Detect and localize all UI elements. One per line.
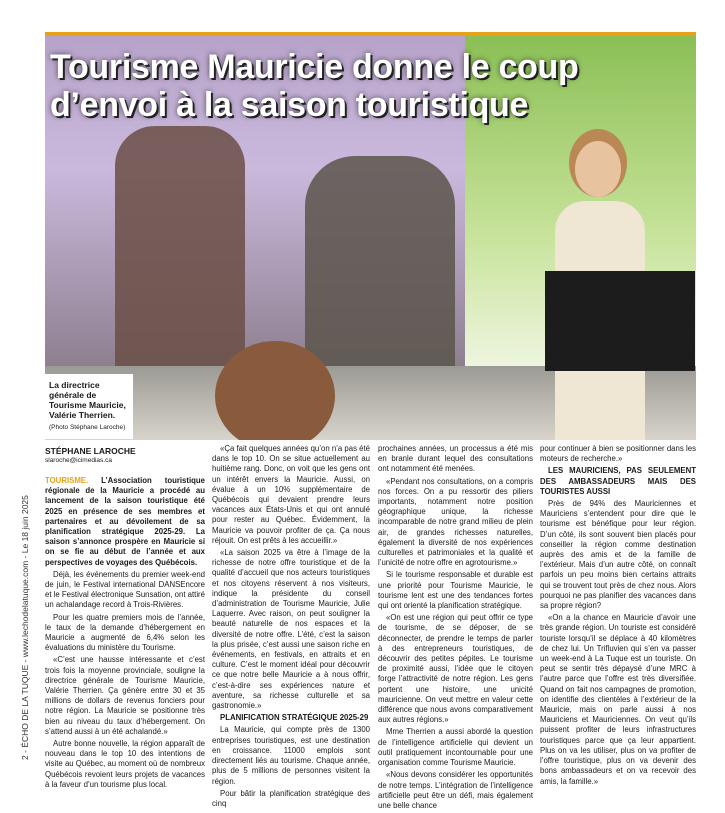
- author-email: slaroche@icimedias.ca: [45, 457, 112, 464]
- headline: Tourisme Mauricie donne le coup d’envoi à la saison touristique: [50, 48, 579, 124]
- audience-head: [215, 341, 335, 440]
- paragraph: «Nous devons considérer les opportunités de notre temps. L’intégration de l’intelligence artificielle peut être un défi, mais également une belle chance: [378, 770, 533, 810]
- paragraph: «Ça fait quelques années qu’on n’a pas été dans le top 10. On se situe actuellement au huitième rang. Donc, on voit que les gens ont un intérêt envers la Mauricie. Aussi, on évalue à un 10% supplémentaire de Québécois qui devaient prendre leurs vacances aux États-Unis et qui ont annulé pour rester au Québec. Évidemment, la Mauricie va pouvoir profiter de ça. Ça nous réjouit. On est prêts à les accueillir.»: [212, 444, 370, 545]
- paragraph: «La saison 2025 va être à l’image de la richesse de notre offre touristique et de la qualité d’accueil que nos acteurs touristiques et nos citoyens réservent à nos visiteurs, indique la présidente du conseil d’administration de Tourisme Mauricie, Julie Laquerre. Avec raison, on peut souligner la beauté naturelle de nos espaces et la diversité de notre offre. L’été, c’est la saison la plus prisée, c’est aussi une saison riche en événements, en festivals, en attraits et en culture. C’est le moment idéal pour découvrir ce que notre belle Mauricie a à nous offrir, c’est-à-dire ses expériences nature et aventure, sa richesse culturelle et sa gastronomie.»: [212, 548, 370, 711]
- column-4: [540, 444, 696, 789]
- paragraph: «On a la chance en Mauricie d’avoir une très grande région. Un touriste est considéré touriste lorsqu’il se déplace à 40 kilomètres de chez lui. Un Trifluvien qui s’en va passer un week-end à La Tuque est un touriste. On peut se sentir très dépaysé d’une MRC à l’autre parce que l’offre est très diversifiée. Quand on fait nos campagnes de promotion, on identifie des clientèles à l’extérieur de la Mauricie, mais on parle aussi à nos Mauriciens et Mauriciennes. On veut qu’ils puissent profiter de leurs infrastructures touristiques parce que ça leur appartient. Plus on va les utiliser, plus on va profiter de l’offre touristique, plus on va devenir des bons ambassadeurs et on va recevoir des amis, la famille.»: [540, 613, 696, 786]
- paragraph: Autre bonne nouvelle, la région apparaît de nouveau dans le top 10 des intentions de visite au Québec, au moment où de nombreux Québécois revoient leurs projets de vacances à la faveur d’un tourisme plus local.: [45, 739, 205, 789]
- page-folio: 2 - ÉCHO DE LA TUQUE - www.lechodelatuque.com - Le 18 juin 2025: [20, 495, 30, 760]
- paragraph: Pour les quatre premiers mois de l’année, le taux de la demande d’hébergement en Mauricie a augmenté de 6,4% selon les évaluations du ministère du Tourisme.: [45, 612, 205, 653]
- photo-caption: [45, 374, 133, 439]
- column-2: [212, 444, 370, 811]
- author-name: STÉPHANE LAROCHE: [45, 446, 136, 456]
- paragraph: Près de 94% des Mauriciennes et Mauriciens s’entendent pour dire que le tourisme est bénéfique pour leur région. D’un côté, ils sont souvent bien placés pour conseiller la région comme destination auprès des amis et de la famille de l’extérieur. Mais d’un autre côté, on connaît parfois un peu moins bien certains attraits qui se trouvent tout près de chez nous. Alors pourquoi ne pas planifier des vacances dans sa propre région?: [540, 499, 696, 611]
- paragraph: «On est une région qui peut offrir ce type de tourisme, de se déposer, de se déconnecter, de prendre le temps de parler à des entrepreneurs touristiques, de découvrir des petites pépites. Le tourisme de proximité aussi, l’idée que le citoyen forge l’attractivité de notre région. Les gens portent une histoire, une unicité mauricienne. On veut mettre en valeur cette différence que nous avons comparativement aux autres régions.»: [378, 613, 533, 725]
- lead-paragraph: L’Association touristique régionale de la Mauricie a procédé au lancement de la saison touristique été 2025 en présence de ses membres et partenaires et au dévoilement de sa planification stratégique 2025-29. La saison s’annonce prospère en Mauricie si on se fie au début de l’année et aux perspectives de voyages des Québécois.: [45, 476, 205, 567]
- paragraph: La Mauricie, qui compte près de 1300 entreprises touristiques, est une destination en croissance. 11000 emplois sont directement liés au tourisme. Chaque année, plus de 5 millions de personnes visitent la région.: [212, 725, 370, 786]
- paragraph: Si le tourisme responsable et durable est une priorité pour Tourisme Mauricie, le tourisme lent est une des tendances fortes qui ont orienté la planification stratégique.: [378, 570, 533, 611]
- paragraph: prochaines années, un processus a été mis en branle durant lequel des consultations ont notamment été menées.: [378, 444, 533, 474]
- paragraph: pour continuer à bien se positionner dans les moteurs de recherche.»: [540, 444, 696, 464]
- paragraph: Déjà, les événements du premier week-end de juin, le Festival international DANSEncore et le Festival électronique Sunsation, ont attiré un achalandage record à Trois-Rivières.: [45, 569, 205, 610]
- paragraph: Pour bâtir la planification stratégique des cinq: [212, 788, 370, 808]
- kicker: TOURISME.: [45, 476, 89, 485]
- photo-credit: (Photo Stéphane Laroche): [49, 424, 126, 431]
- column-3: [378, 444, 533, 813]
- caption-text: La directrice générale de Tourisme Mauricie, Valérie Therrien.: [49, 380, 126, 420]
- podium: [545, 271, 695, 371]
- subhead: LES MAURICIENS, PAS SEULEMENT DES AMBASSADEURS MAIS DES TOURISTES AUSSI: [540, 466, 696, 496]
- subhead: PLANIFICATION STRATÉGIQUE 2025-29: [220, 713, 369, 723]
- paragraph: «Pendant nos consultations, on a compris nos forces. On a pu ressortir des piliers importants, notamment notre position géographique unique, la richesse incomparable de notre grand milieu de plein air, de grandes richesses naturelles, également la diversité de nos expériences culturelles et patrimoniales et la qualité et l’unicité de notre offre en agrotourisme.»: [378, 476, 533, 568]
- paragraph: «C’est une hausse intéressante et c’est trois fois la moyenne provinciale, souligne la directrice générale de Tourisme Mauricie, Valérie Therrien. Ça génère entre 30 et 35 millions de dollars de revenus fonciers pour notre région. La Mauricie se positionne très bien au niveau du taux d’hébergement. On s’attend aussi à un été achalandé.»: [45, 655, 205, 736]
- column-1: [45, 476, 205, 792]
- paragraph: Mme Therrien a aussi abordé la question de l’intelligence artificielle qui devient un outil pratiquement incontournable pour une organisation comme Tourisme Mauricie.: [378, 727, 533, 768]
